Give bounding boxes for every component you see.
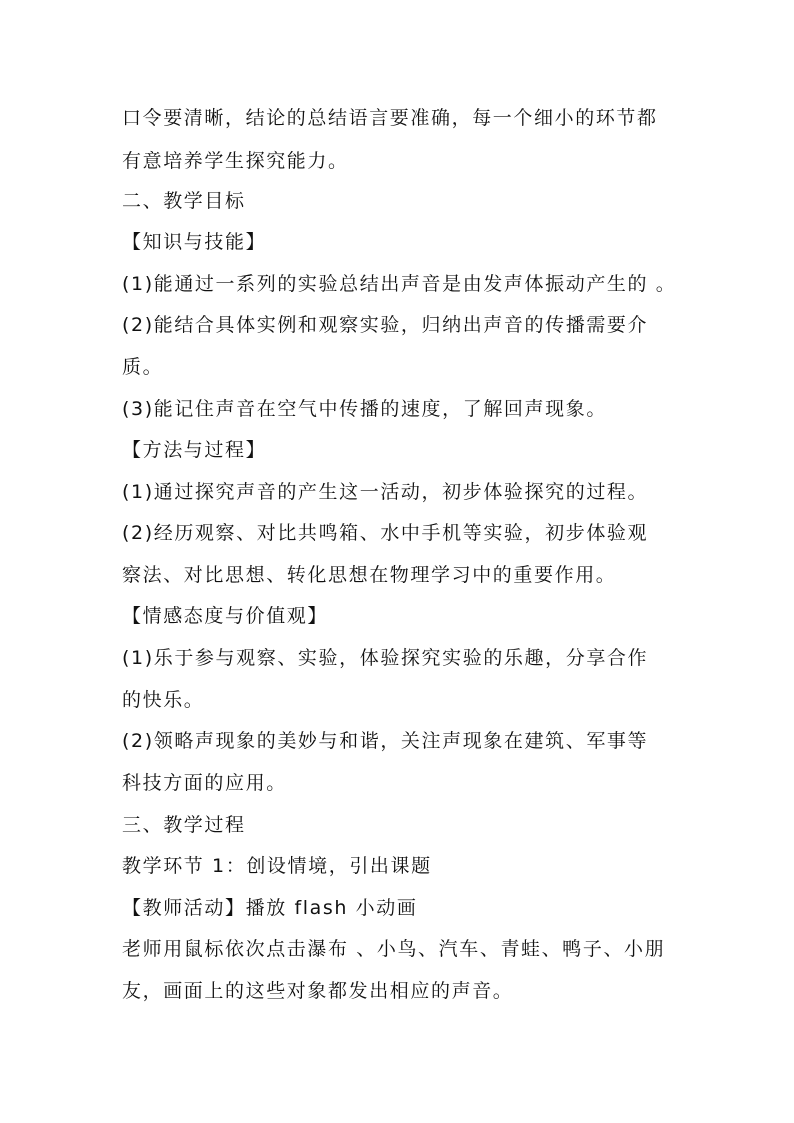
text-line: 科技方面的应用。 [122, 772, 287, 794]
text-line: (1)能通过一系列的实验总结出声音是由发声体振动产生的 。 [122, 273, 677, 295]
text-line: 老师用鼠标依次点击瀑布 、小鸟、汽车、青蛙、鸭子、小朋 [122, 938, 666, 960]
text-line: 察法、对比思想、转化思想在物理学习中的重要作用。 [122, 564, 617, 586]
text-line: (2)领略声现象的美妙与和谐，关注声现象在建筑、军事等 [122, 730, 649, 752]
text-line: 质。 [122, 356, 164, 378]
text-line: 有意培养学生探究能力。 [122, 150, 349, 172]
text-line: (2)经历观察、对比共鸣箱、水中手机等实验，初步体验观 [122, 522, 649, 544]
section-heading: 二、教学目标 [122, 190, 246, 212]
text-line: (3)能记住声音在空气中传播的速度，了解回声现象。 [122, 398, 607, 420]
text-line: 教学环节 1：创设情境，引出课题 [122, 855, 432, 877]
text-line: 的快乐。 [122, 689, 205, 711]
text-line: (1)乐于参与观察、实验，体验探究实验的乐趣，分享合作 [122, 647, 649, 669]
text-line: 口令要清晰，结论的总结语言要准确，每一个细小的环节都 [122, 107, 658, 129]
text-line: 【教师活动】播放 flash 小动画 [122, 897, 418, 919]
text-line: (1)通过探究声音的产生这一活动，初步体验探究的过程。 [122, 481, 649, 503]
subsection-heading: 【方法与过程】 [122, 439, 267, 461]
text-line: (2)能结合具体实例和观察实验，归纳出声音的传播需要介 [122, 314, 649, 336]
subsection-heading: 【知识与技能】 [122, 231, 267, 253]
subsection-heading: 【情感态度与价值观】 [122, 605, 329, 627]
text-line: 友，画面上的这些对象都发出相应的声音。 [122, 980, 514, 1002]
section-heading: 三、教学过程 [122, 814, 246, 836]
